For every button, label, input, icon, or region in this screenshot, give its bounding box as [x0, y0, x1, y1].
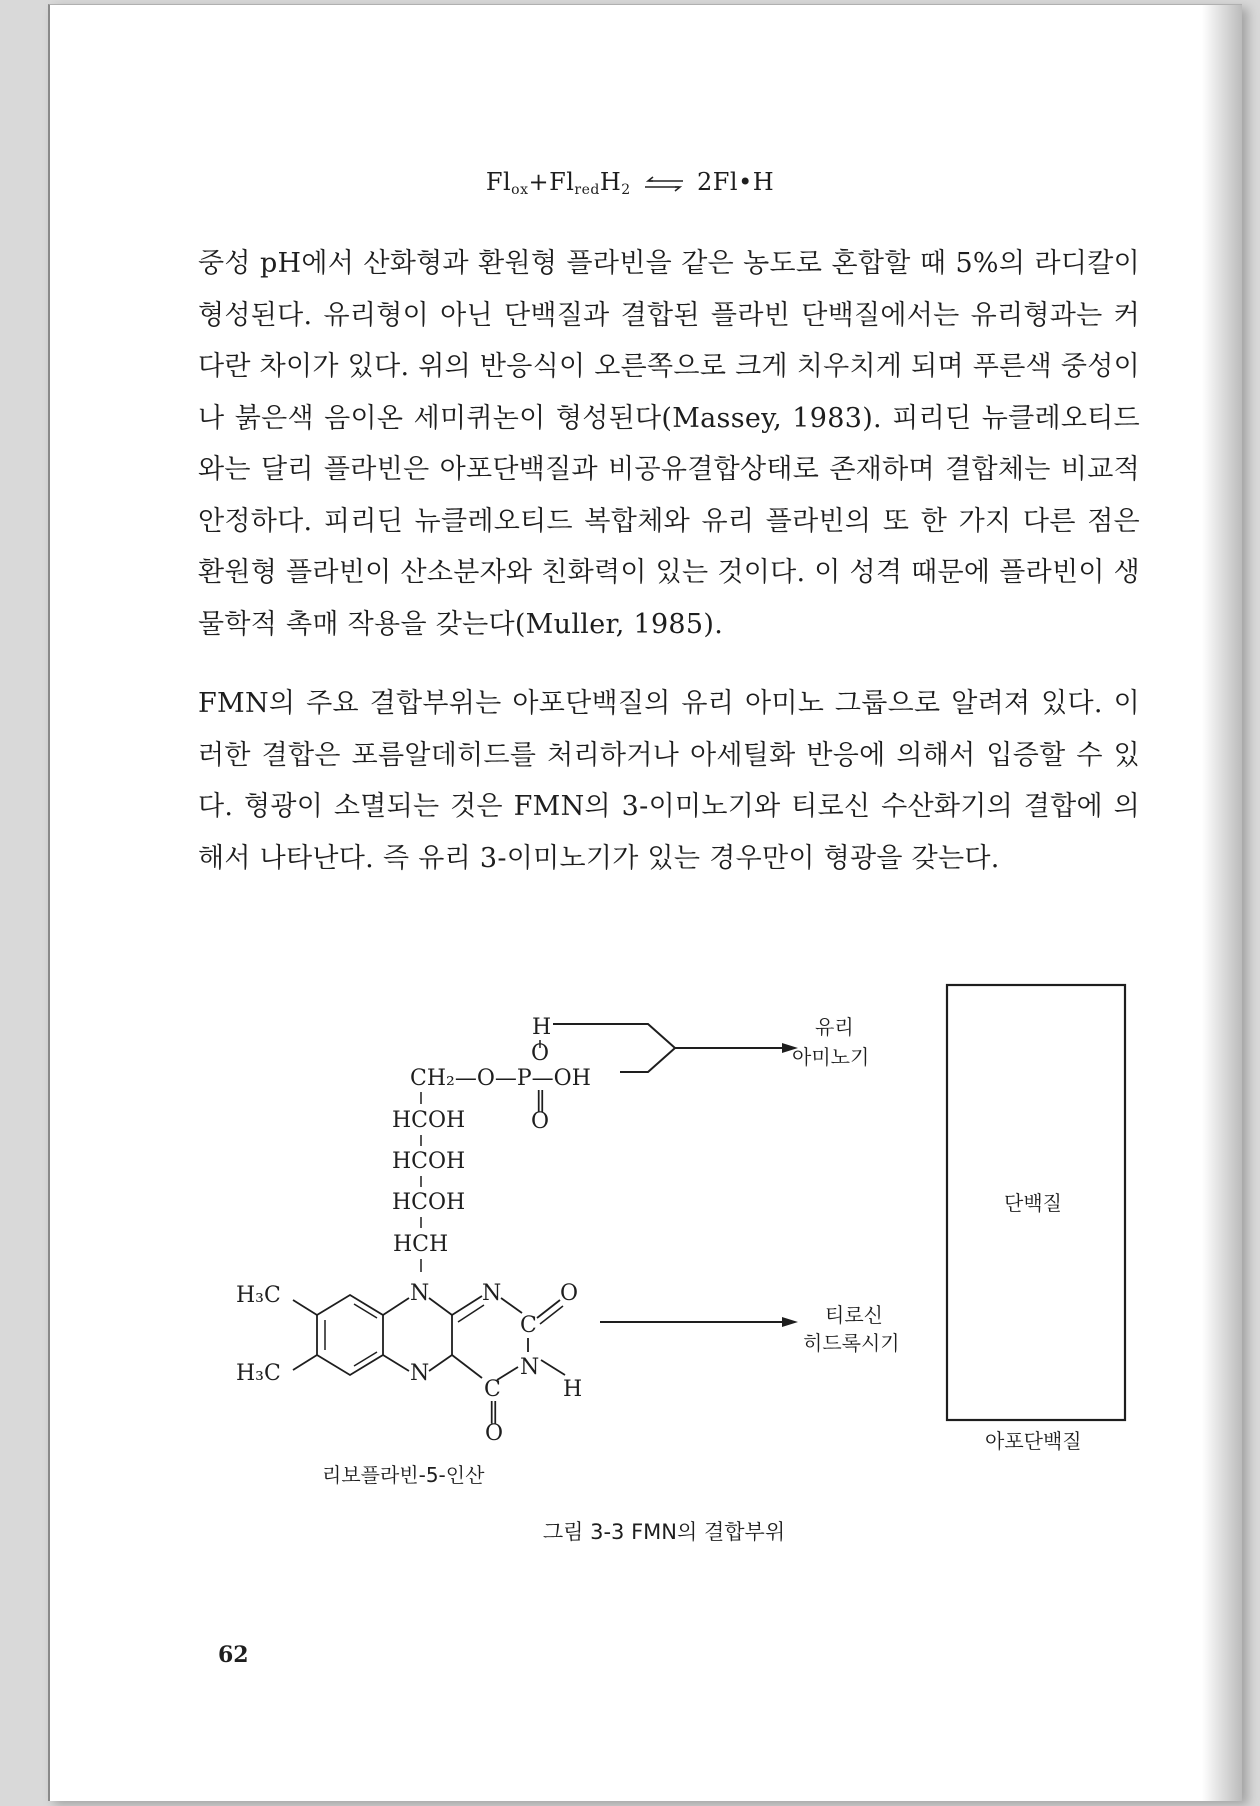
eq-fl: Fl — [485, 168, 512, 196]
ring-c-4: C — [484, 1377, 501, 1402]
bond-ring-n1 — [383, 1298, 409, 1315]
eq-sub-2: 2 — [621, 182, 631, 198]
ring-n-3: N — [520, 1355, 540, 1380]
ring-o-4: O — [485, 1421, 504, 1446]
fork-line — [553, 1024, 675, 1072]
label-free-amino-line1: 유리 — [815, 1015, 854, 1039]
benzene-ring — [317, 1295, 383, 1375]
bond-c2-o — [537, 1300, 560, 1318]
ring-n-5: N — [410, 1361, 430, 1386]
eq-rhs: 2Fl•H — [697, 168, 775, 196]
chain-hcoh-3: HCOH — [392, 1190, 466, 1215]
bond-n10-c — [429, 1298, 452, 1315]
arrow-head-icon — [782, 1317, 798, 1327]
ring-c4-double: ‖ — [488, 1399, 499, 1424]
chain-h-top: H — [532, 1015, 552, 1040]
ring-o-2: O — [560, 1281, 579, 1306]
label-tyrosine-line2: 히드록시기 — [803, 1331, 900, 1355]
page-number: 62 — [218, 1642, 249, 1668]
ring-n-10: N — [410, 1281, 430, 1306]
bond-c2-o-double — [540, 1306, 563, 1324]
bond-methyl-1 — [293, 1300, 317, 1315]
eq-sub-red: red — [574, 182, 600, 198]
ring-methyl-8: H₃C — [236, 1283, 281, 1308]
label-apoprotein: 아포단백질 — [985, 1429, 1082, 1453]
eq-h: H — [599, 168, 622, 196]
label-molecule: 리보플라빈-5-인산 — [322, 1463, 485, 1487]
bond-ring-n2 — [383, 1355, 409, 1371]
label-protein: 단백질 — [1004, 1191, 1062, 1215]
bond-methyl-2 — [293, 1355, 317, 1370]
paragraph-2: FMN의 주요 결합부위는 아포단백질의 유리 아미노 그룹으로 알려져 있다. 이러한 결합은 포름알데히드를 처리하거나 아세틸화 반응에 의해서 입증할 수 있다. 형광이 소멸되는 것은 FMN의 3-이미노기와 티로신 수산화기의 결합에 의해서 나타난다. 즉 유리 3-이미노기가 있는 경우만이 형광을 갖는다. — [198, 688, 1140, 874]
bond-c-n1-double — [458, 1305, 484, 1322]
ring-methyl-7: H₃C — [236, 1361, 281, 1386]
ring-h-3: H — [563, 1377, 583, 1402]
chain-hch: HCH — [393, 1232, 449, 1257]
bond-c4a-c4 — [452, 1355, 482, 1378]
chain-hcoh-2: HCOH — [392, 1149, 466, 1174]
figure-caption: 그림 3-3 FMN의 결합부위 — [542, 1520, 786, 1544]
chain-o-bottom: O — [531, 1109, 550, 1134]
chain-o-mid: O — [531, 1041, 550, 1066]
benzene-inner-bond-3 — [354, 1304, 377, 1318]
benzene-inner-bond-2 — [354, 1352, 377, 1366]
bond-n1-c2 — [501, 1298, 522, 1313]
paragraph-1: 중성 pH에서 산화형과 환원형 플라빈을 같은 농도로 혼합할 때 5%의 라디칼이 형성된다. 유리형이 아닌 단백질과 결합된 플라빈 단백질에서는 유리형과는 커다란 차이가 있다. 위의 반응식이 오른쪽으로 크게 치우치게 되며 푸른색 중성이나 붉은색 음이온 세미퀴논이 형성된다(Massey, 1983). 피리딘 뉴클레오티드와는 달리 플라빈은 아포단백질과 비공유결합상태로 존재하며 결합체는 비교적 안정하다. 피리딘 뉴클레오티드 복합체와 유리 플라빈의 또 한 가지 다른 점은 환원형 플라빈이 산소분자와 친화력이 있는 것이다. 이 성격 때문에 플라빈이 생물학적 촉매 작용을 갖는다(Muller, 1985). — [198, 248, 1140, 640]
chain-ch2-row: CH₂—O—P—OH — [410, 1066, 591, 1091]
eq-plus-fl: +Fl — [528, 168, 575, 196]
bond-n3-h — [541, 1360, 565, 1375]
label-free-amino-line2: 아미노기 — [792, 1045, 870, 1069]
bond-n5-c — [429, 1355, 452, 1371]
bond-c-n1 — [452, 1296, 482, 1315]
ring-c-2: C — [520, 1313, 537, 1338]
chain-double-bond: ‖ — [535, 1088, 546, 1113]
eq-sub-ox: ox — [511, 182, 529, 198]
chain-hcoh-1: HCOH — [392, 1108, 466, 1133]
ring-n-1: N — [482, 1281, 502, 1306]
label-tyrosine-line1: 티로신 — [825, 1303, 883, 1327]
